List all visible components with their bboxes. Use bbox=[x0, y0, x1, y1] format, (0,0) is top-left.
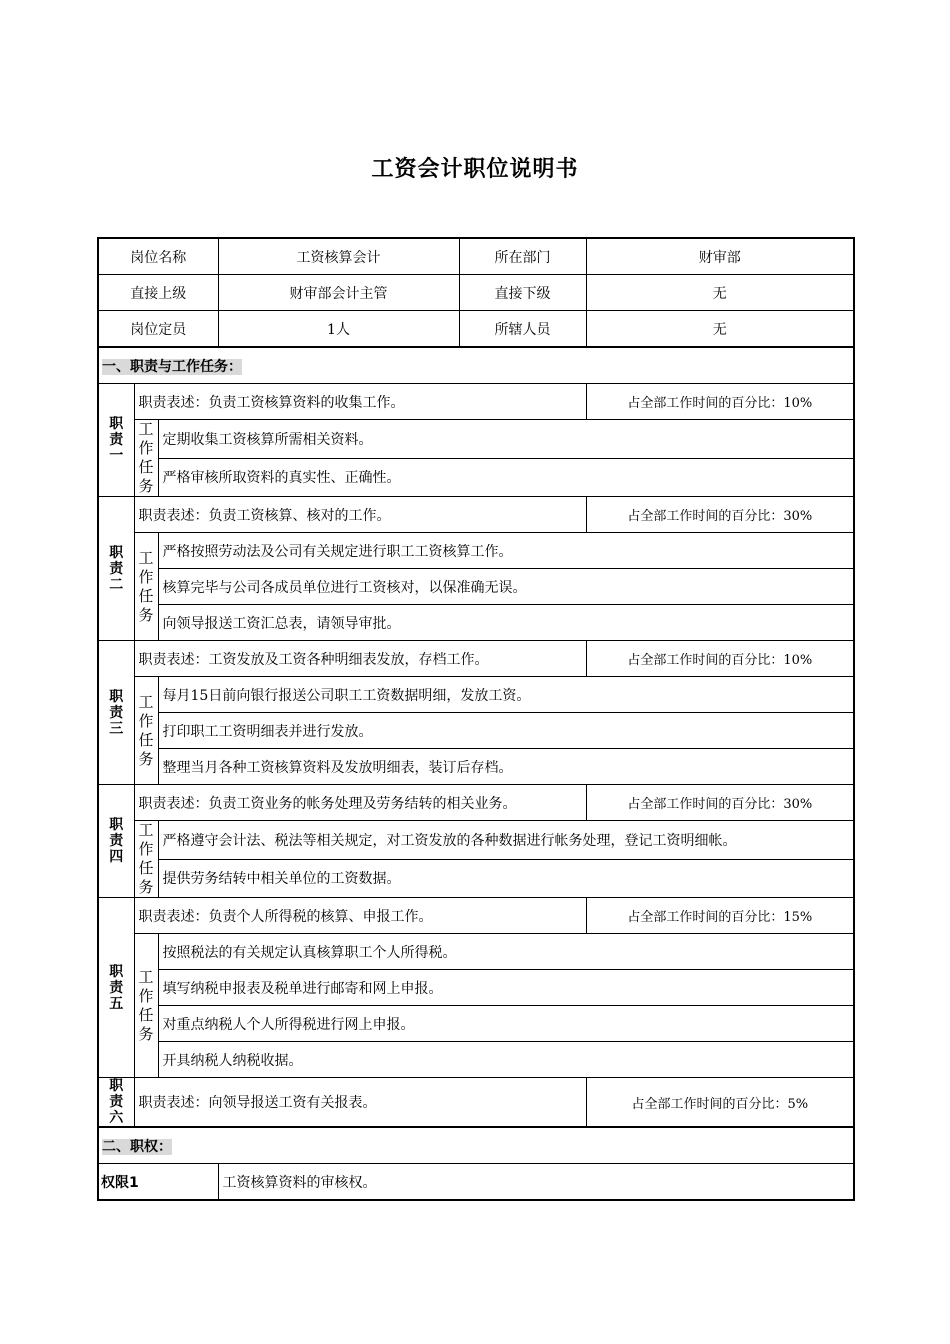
task-item: 对重点纳税人个人所得税进行网上申报。 bbox=[158, 1006, 854, 1042]
duty-description: 职责表述：负责工资核算、核对的工作。 bbox=[134, 497, 586, 533]
time-percentage: 占全部工作时间的百分比：30% bbox=[586, 785, 854, 821]
task-row bbox=[98, 458, 854, 497]
duty-row bbox=[98, 898, 854, 934]
section-heading bbox=[98, 347, 854, 384]
duty-label-char: 一 bbox=[109, 448, 124, 464]
task-item: 定期收集工资核算所需相关资料。 bbox=[158, 420, 854, 459]
duty-label-char: 四 bbox=[109, 849, 124, 865]
field-value: 财审部 bbox=[586, 238, 854, 275]
field-label: 所在部门 bbox=[459, 238, 586, 275]
section-heading-text: 一、职责与工作任务： bbox=[102, 358, 242, 375]
duty-label bbox=[98, 1078, 134, 1128]
task-row bbox=[98, 1042, 854, 1078]
time-percentage: 占全部工作时间的百分比：30% bbox=[586, 497, 854, 533]
job-description-table bbox=[97, 237, 855, 1201]
task-label bbox=[134, 821, 158, 898]
duty-description: 职责表述：向领导报送工资有关报表。 bbox=[134, 1078, 586, 1128]
duty-label bbox=[98, 641, 134, 785]
task-label-char: 工 bbox=[138, 967, 154, 986]
field-value: 1人 bbox=[218, 311, 459, 348]
section-heading bbox=[98, 1127, 854, 1164]
field-label: 岗位名称 bbox=[98, 238, 218, 275]
task-label-char: 任 bbox=[138, 859, 154, 877]
task-label-char: 作 bbox=[138, 840, 154, 858]
duty-label-char: 三 bbox=[109, 720, 124, 737]
task-row bbox=[98, 934, 854, 970]
task-row bbox=[98, 420, 854, 459]
duty-description: 职责表述：负责工资核算资料的收集工作。 bbox=[134, 384, 586, 420]
task-label-char: 务 bbox=[138, 477, 154, 495]
time-percentage: 占全部工作时间的百分比：15% bbox=[586, 898, 854, 934]
duty-row bbox=[98, 497, 854, 533]
task-label-char: 工 bbox=[138, 548, 154, 567]
task-row bbox=[98, 569, 854, 605]
task-item: 核算完毕与公司各成员单位进行工资核对，以保准确无误。 bbox=[158, 569, 854, 605]
task-label-char: 任 bbox=[138, 586, 154, 605]
field-value: 无 bbox=[586, 311, 854, 348]
field-value: 无 bbox=[586, 275, 854, 311]
task-label-char: 工 bbox=[138, 821, 154, 839]
field-label: 所辖人员 bbox=[459, 311, 586, 348]
task-label-char: 任 bbox=[138, 730, 154, 749]
task-row bbox=[98, 605, 854, 641]
duty-label-char: 责 bbox=[109, 833, 124, 849]
task-row bbox=[98, 821, 854, 860]
duty-label-char: 六 bbox=[109, 1110, 124, 1126]
duty-label-char: 二 bbox=[109, 576, 124, 593]
task-item: 填写纳税申报表及税单进行邮寄和网上申报。 bbox=[158, 970, 854, 1006]
task-row bbox=[98, 677, 854, 713]
duty-description: 职责表述：工资发放及工资各种明细表发放，存档工作。 bbox=[134, 641, 586, 677]
task-label-char: 任 bbox=[138, 458, 154, 476]
section-heading-text: 二、职权： bbox=[102, 1138, 172, 1155]
duty-label-char: 职 bbox=[109, 963, 124, 980]
task-label-char: 作 bbox=[138, 439, 154, 457]
duty-label-char: 五 bbox=[109, 995, 124, 1012]
task-row bbox=[98, 859, 854, 898]
permission-label: 权限1 bbox=[98, 1164, 218, 1201]
task-label-char: 务 bbox=[138, 605, 154, 624]
task-label-char: 任 bbox=[138, 1005, 154, 1024]
task-label-char: 工 bbox=[138, 692, 154, 711]
task-item: 打印职工工资明细表并进行发放。 bbox=[158, 713, 854, 749]
time-percentage: 占全部工作时间的百分比：5% bbox=[586, 1078, 854, 1128]
duty-label bbox=[98, 384, 134, 497]
duty-label-char: 职 bbox=[109, 817, 124, 833]
duty-label-char: 职 bbox=[109, 1078, 124, 1094]
header-row bbox=[98, 275, 854, 311]
task-label bbox=[134, 934, 158, 1078]
duty-description: 职责表述：负责工资业务的帐务处理及劳务结转的相关业务。 bbox=[134, 785, 586, 821]
task-row bbox=[98, 970, 854, 1006]
task-item: 严格按照劳动法及公司有关规定进行职工工资核算工作。 bbox=[158, 533, 854, 569]
task-item: 按照税法的有关规定认真核算职工个人所得税。 bbox=[158, 934, 854, 970]
duty-label-char: 责 bbox=[109, 560, 124, 577]
duty-label-char: 职 bbox=[109, 416, 124, 432]
duty-label-char: 责 bbox=[109, 1094, 124, 1110]
task-label-char: 工 bbox=[138, 420, 154, 438]
page-title: 工资会计职位说明书 bbox=[371, 157, 579, 182]
task-row bbox=[98, 749, 854, 785]
duty-description: 职责表述：负责个人所得税的核算、申报工作。 bbox=[134, 898, 586, 934]
duty-label bbox=[98, 898, 134, 1078]
task-label-char: 作 bbox=[138, 711, 154, 730]
duty-row bbox=[98, 641, 854, 677]
duty-label-char: 责 bbox=[109, 432, 124, 448]
duty-label bbox=[98, 497, 134, 641]
task-row bbox=[98, 713, 854, 749]
task-row bbox=[98, 1006, 854, 1042]
duty-label-char: 责 bbox=[109, 704, 124, 721]
task-item: 开具纳税人纳税收据。 bbox=[158, 1042, 854, 1078]
field-value: 财审部会计主管 bbox=[218, 275, 459, 311]
time-percentage: 占全部工作时间的百分比：10% bbox=[586, 641, 854, 677]
task-label-char: 务 bbox=[138, 878, 154, 896]
task-label-char: 作 bbox=[138, 567, 154, 586]
field-value: 工资核算会计 bbox=[218, 238, 459, 275]
task-label bbox=[134, 533, 158, 641]
permission-text: 工资核算资料的审核权。 bbox=[218, 1164, 854, 1201]
duty-row bbox=[98, 1078, 854, 1128]
duty-label-char: 责 bbox=[109, 979, 124, 996]
time-percentage: 占全部工作时间的百分比：10% bbox=[586, 384, 854, 420]
task-label-char: 作 bbox=[138, 986, 154, 1005]
field-label: 直接上级 bbox=[98, 275, 218, 311]
field-label: 岗位定员 bbox=[98, 311, 218, 348]
task-item: 每月15日前向银行报送公司职工工资数据明细，发放工资。 bbox=[158, 677, 854, 713]
duty-label-char: 职 bbox=[109, 688, 124, 705]
task-item: 严格遵守会计法、税法等相关规定，对工资发放的各种数据进行帐务处理，登记工资明细帐。 bbox=[158, 821, 854, 860]
task-row bbox=[98, 533, 854, 569]
duty-label-char: 职 bbox=[109, 544, 124, 561]
task-label-char: 务 bbox=[138, 749, 154, 768]
permission-row bbox=[98, 1164, 854, 1201]
task-label bbox=[134, 420, 158, 497]
duty-row bbox=[98, 384, 854, 420]
task-item: 严格审核所取资料的真实性、正确性。 bbox=[158, 458, 854, 497]
task-label bbox=[134, 677, 158, 785]
task-item: 整理当月各种工资核算资料及发放明细表，装订后存档。 bbox=[158, 749, 854, 785]
task-item: 向领导报送工资汇总表，请领导审批。 bbox=[158, 605, 854, 641]
task-label-char: 务 bbox=[138, 1024, 154, 1043]
task-item: 提供劳务结转中相关单位的工资数据。 bbox=[158, 859, 854, 898]
header-row bbox=[98, 238, 854, 275]
header-row bbox=[98, 311, 854, 348]
field-label: 直接下级 bbox=[459, 275, 586, 311]
duty-label bbox=[98, 785, 134, 898]
duty-row bbox=[98, 785, 854, 821]
